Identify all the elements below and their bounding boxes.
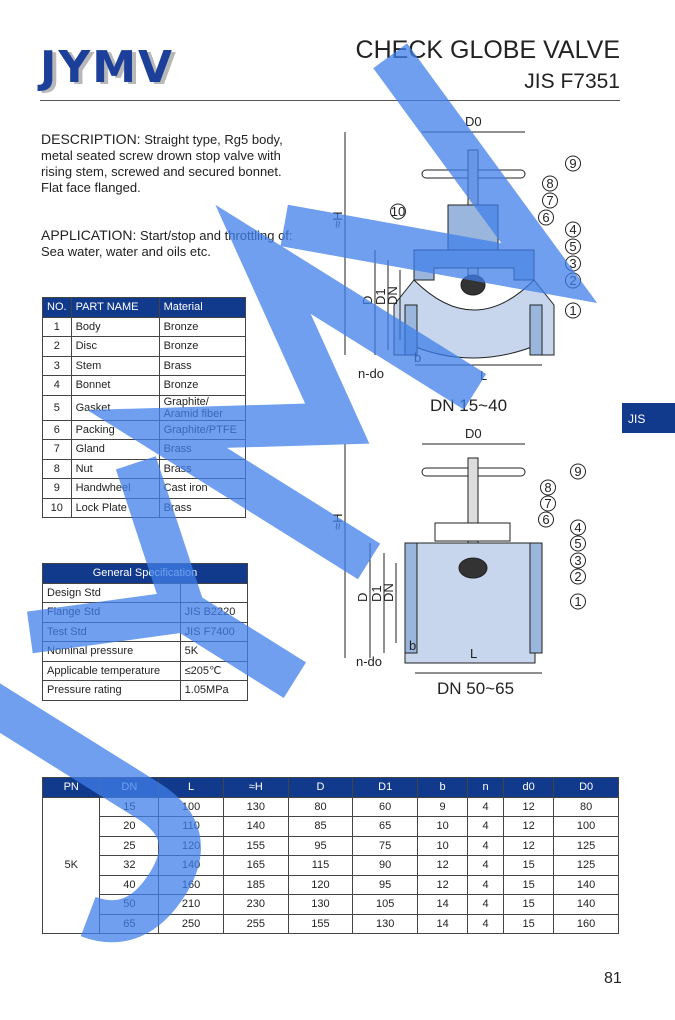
- table-row: [43, 459, 246, 479]
- table-cell: JIS B2220: [180, 603, 247, 623]
- table-cell: 5: [43, 395, 72, 420]
- table-cell: Nut: [71, 459, 159, 479]
- table-row: [43, 337, 246, 357]
- table-row: [43, 356, 246, 376]
- table-cell: 130: [353, 914, 418, 934]
- drawing-dn15-40: [345, 132, 554, 365]
- dim-label: L: [470, 646, 478, 661]
- table-cell: 125: [554, 856, 619, 876]
- table-cell: 4: [468, 836, 504, 856]
- table-row: [43, 836, 619, 856]
- table-cell: 90: [353, 856, 418, 876]
- table-cell: 25: [100, 836, 159, 856]
- table-cell: 165: [223, 856, 288, 876]
- table-cell: 9: [418, 797, 468, 817]
- table-cell: Disc: [71, 337, 159, 357]
- table-cell: 3: [43, 356, 72, 376]
- callout-number: 2: [574, 569, 582, 584]
- callout-number: 3: [574, 553, 582, 568]
- table-cell: Bronze: [159, 337, 245, 357]
- table-cell: 1.05MPa: [180, 681, 247, 701]
- col-header: PART NAME: [71, 298, 159, 318]
- table-cell: 14: [418, 914, 468, 934]
- table-cell: Brass: [159, 459, 245, 479]
- table-cell: Gasket: [71, 395, 159, 420]
- callout-number: 4: [574, 520, 582, 535]
- callout-number: 1: [574, 594, 582, 609]
- table-row: [43, 420, 246, 440]
- table-cell: 140: [554, 895, 619, 915]
- section-tab-jis[interactable]: JIS: [622, 403, 675, 433]
- dim-label: DN: [385, 286, 400, 305]
- table-cell: 120: [288, 875, 353, 895]
- table-cell: 4: [468, 914, 504, 934]
- table-row: [43, 376, 246, 396]
- callout-number: 7: [544, 496, 552, 511]
- table-cell: 6: [43, 420, 72, 440]
- table-cell: Brass: [159, 498, 245, 518]
- table-cell: 20: [100, 817, 159, 837]
- dim-label: b: [409, 638, 417, 653]
- table-cell: 80: [288, 797, 353, 817]
- description-label: DESCRIPTION:: [41, 131, 141, 147]
- page-number: 81: [604, 970, 622, 987]
- table-cell: 8: [43, 459, 72, 479]
- table-cell: 140: [159, 856, 224, 876]
- table-cell: 140: [554, 875, 619, 895]
- table-cell: 100: [554, 817, 619, 837]
- table-cell: 7: [43, 440, 72, 460]
- table-row: [43, 895, 619, 915]
- description-text: Straight type, Rg5 body, metal seated screw drown stop valve with rising stem, screwed and secured bonnet. Flat face flanged.: [41, 132, 283, 195]
- table-cell: 140: [223, 817, 288, 837]
- dim-label: b: [414, 350, 422, 365]
- dim-label: DN: [381, 583, 396, 602]
- table-cell: 80: [554, 797, 619, 817]
- callout-number: 2: [569, 273, 577, 288]
- table-cell: 2: [43, 337, 72, 357]
- table-cell: 12: [418, 875, 468, 895]
- dim-label: ≈H: [330, 513, 345, 530]
- table-cell: Nominal pressure: [43, 642, 181, 662]
- table-cell: Design Std: [43, 583, 181, 603]
- callout-number: 8: [546, 176, 554, 191]
- callout-number: 9: [569, 156, 577, 171]
- table-cell: 1: [43, 317, 72, 337]
- table-cell: 100: [159, 797, 224, 817]
- table-cell: Bronze: [159, 317, 245, 337]
- table-cell: 65: [353, 817, 418, 837]
- table-row: [43, 395, 246, 420]
- col-header: n: [468, 778, 504, 798]
- callout-number: 9: [574, 464, 582, 479]
- table-cell: 50: [100, 895, 159, 915]
- table-row: [43, 817, 619, 837]
- table-cell: Graphite/PTFE: [159, 420, 245, 440]
- table-cell: 4: [468, 856, 504, 876]
- dim-label: n-do: [358, 366, 385, 381]
- spec-title: General Specification: [43, 564, 248, 584]
- table-cell: 105: [353, 895, 418, 915]
- callout-number: 1: [569, 303, 577, 318]
- table-cell: Brass: [159, 440, 245, 460]
- table-cell: Body: [71, 317, 159, 337]
- table-cell: 4: [468, 797, 504, 817]
- application-text: Start/stop and throttling of: Sea water, water and oils etc.: [41, 228, 293, 259]
- table-cell: 15: [503, 856, 553, 876]
- table-cell: 12: [418, 856, 468, 876]
- header-divider: [40, 100, 620, 101]
- callout-number: 5: [569, 239, 577, 254]
- callout-number: 6: [542, 512, 550, 527]
- table-cell: 155: [223, 836, 288, 856]
- table-cell: 65: [100, 914, 159, 934]
- table-row: [43, 681, 248, 701]
- table-cell: Lock Plate: [71, 498, 159, 518]
- table-cell: 15: [503, 875, 553, 895]
- page-title: CHECK GLOBE VALVE: [355, 36, 620, 64]
- dimensions-table: [42, 777, 619, 934]
- spec-table: [42, 563, 248, 701]
- table-cell: 15: [503, 914, 553, 934]
- dim-label: D0: [465, 426, 482, 441]
- callout-number: 4: [569, 222, 577, 237]
- table-cell: 85: [288, 817, 353, 837]
- table-cell: Gland: [71, 440, 159, 460]
- table-cell: 115: [288, 856, 353, 876]
- brand-logo: JYMV: [40, 42, 175, 93]
- col-header: b: [418, 778, 468, 798]
- callout-number: 5: [574, 536, 582, 551]
- description: [41, 131, 301, 196]
- table-row: [43, 440, 246, 460]
- callout-number: 8: [544, 480, 552, 495]
- table-cell: 10: [418, 836, 468, 856]
- table-cell: 110: [159, 817, 224, 837]
- table-row: [43, 498, 246, 518]
- table-row: [43, 603, 248, 623]
- table-cell: Bonnet: [71, 376, 159, 396]
- callout-number: 10: [390, 204, 406, 219]
- table-cell: Stem: [71, 356, 159, 376]
- table-cell: 210: [159, 895, 224, 915]
- table-cell: 185: [223, 875, 288, 895]
- callout-number: 7: [546, 193, 554, 208]
- table-row: [43, 317, 246, 337]
- table-cell: Graphite/ Aramid fiber: [159, 395, 245, 420]
- dim-label: D0: [465, 114, 482, 129]
- table-cell: 9: [43, 479, 72, 499]
- table-cell: 230: [223, 895, 288, 915]
- drawing-dn50-65: [345, 444, 542, 673]
- table-row: [43, 642, 248, 662]
- table-cell: 75: [353, 836, 418, 856]
- callout-number: 6: [542, 210, 550, 225]
- table-cell: 120: [159, 836, 224, 856]
- table-row: [43, 797, 619, 817]
- table-cell: 130: [288, 895, 353, 915]
- table-cell: 5K: [180, 642, 247, 662]
- col-header: D: [288, 778, 353, 798]
- callout-number: 3: [569, 256, 577, 271]
- dim-label: D: [360, 295, 375, 305]
- table-cell: 4: [468, 875, 504, 895]
- col-header: D1: [353, 778, 418, 798]
- table-cell: 130: [223, 797, 288, 817]
- table-cell: 95: [353, 875, 418, 895]
- table-cell: 255: [223, 914, 288, 934]
- dim-label: D1: [369, 585, 384, 602]
- parts-table: [42, 297, 246, 518]
- table-cell: Test Std: [43, 622, 181, 642]
- pn-cell: 5K: [43, 797, 100, 934]
- table-cell: Applicable temperature: [43, 661, 181, 681]
- table-row: [43, 479, 246, 499]
- table-cell: 160: [159, 875, 224, 895]
- table-row: [43, 856, 619, 876]
- drawing-caption: DN 15~40: [430, 396, 508, 415]
- table-cell: Pressure rating: [43, 681, 181, 701]
- table-cell: 40: [100, 875, 159, 895]
- table-cell: 15: [100, 797, 159, 817]
- table-cell: 14: [418, 895, 468, 915]
- table-cell: 95: [288, 836, 353, 856]
- table-cell: 10: [43, 498, 72, 518]
- table-row: [43, 622, 248, 642]
- table-cell: 160: [554, 914, 619, 934]
- table-cell: 12: [503, 836, 553, 856]
- table-cell: 250: [159, 914, 224, 934]
- table-cell: JIS F7400: [180, 622, 247, 642]
- application: [41, 227, 301, 260]
- table-cell: 12: [503, 797, 553, 817]
- dim-label: D: [355, 592, 370, 602]
- table-cell: 155: [288, 914, 353, 934]
- drawing-caption: DN 50~65: [437, 679, 515, 698]
- col-header: ≈H: [223, 778, 288, 798]
- table-cell: 12: [503, 817, 553, 837]
- col-header: L: [159, 778, 224, 798]
- valve-drawings: [330, 110, 620, 700]
- col-header: PN: [43, 778, 100, 798]
- table-cell: Packing: [71, 420, 159, 440]
- col-header: Material: [159, 298, 245, 318]
- table-cell: 10: [418, 817, 468, 837]
- table-cell: 125: [554, 836, 619, 856]
- dim-label: L: [480, 368, 488, 383]
- dim-label: D1: [373, 288, 388, 305]
- col-header: D0: [554, 778, 619, 798]
- col-header: DN: [100, 778, 159, 798]
- table-cell: Brass: [159, 356, 245, 376]
- table-cell: Handwheel: [71, 479, 159, 499]
- table-cell: 60: [353, 797, 418, 817]
- dim-label: ≈H: [330, 211, 345, 228]
- table-cell: 4: [468, 817, 504, 837]
- table-row: [43, 661, 248, 681]
- table-cell: 32: [100, 856, 159, 876]
- page-subtitle: JIS F7351: [524, 70, 620, 93]
- table-row: [43, 583, 248, 603]
- col-header: d0: [503, 778, 553, 798]
- dim-label: n-do: [356, 654, 383, 669]
- table-cell: 4: [43, 376, 72, 396]
- table-cell: Bronze: [159, 376, 245, 396]
- table-row: [43, 914, 619, 934]
- table-cell: 15: [503, 895, 553, 915]
- col-header: NO.: [43, 298, 72, 318]
- table-cell: [180, 583, 247, 603]
- table-cell: 4: [468, 895, 504, 915]
- table-cell: Cast iron: [159, 479, 245, 499]
- application-label: APPLICATION:: [41, 227, 137, 243]
- table-row: [43, 875, 619, 895]
- table-cell: ≤205℃: [180, 661, 247, 681]
- table-cell: Flange Std: [43, 603, 181, 623]
